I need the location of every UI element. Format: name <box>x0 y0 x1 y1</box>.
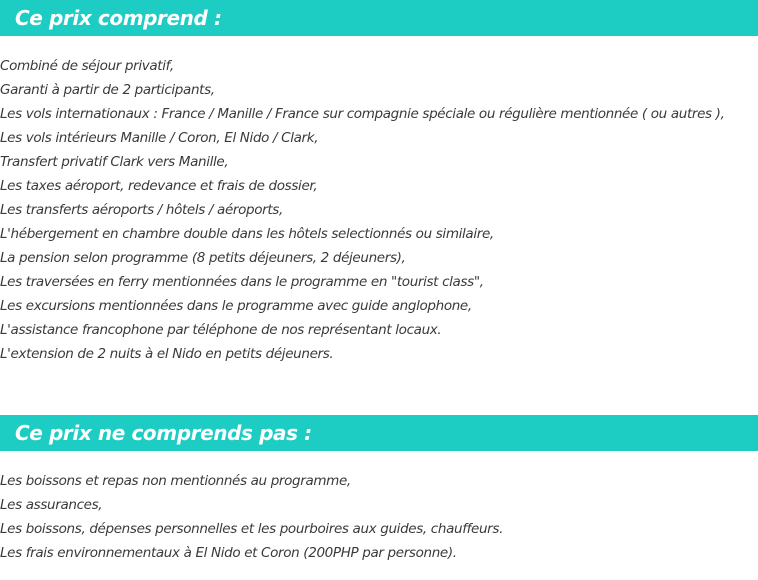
excludes-title: Ce prix ne comprends pas : <box>15 421 312 445</box>
list-item: Les boissons et repas non mentionnés au programme, <box>0 473 351 489</box>
excludes-section-header <box>0 415 758 451</box>
list-item: Les boissons, dépenses personnelles et les pourboires aux guides, chauffeurs. <box>0 521 504 537</box>
list-item: L'assistance francophone par téléphone de nos représentant locaux. <box>0 322 442 338</box>
list-item: Garanti à partir de 2 participants, <box>0 82 215 98</box>
includes-title: Ce prix comprend : <box>15 6 222 30</box>
list-item: Les traversées en ferry mentionnées dans le programme en "tourist class", <box>0 274 484 290</box>
list-item: Les frais environnementaux à El Nido et Coron (200PHP par personne). <box>0 545 457 561</box>
list-item: La pension selon programme (8 petits déjeuners, 2 déjeuners), <box>0 250 406 266</box>
excludes-list <box>0 469 758 565</box>
list-item: Transfert privatif Clark vers Manille, <box>0 154 229 170</box>
list-item: Combiné de séjour privatif, <box>0 58 174 74</box>
list-item: L'extension de 2 nuits à el Nido en petits déjeuners. <box>0 346 334 362</box>
includes-list <box>0 54 758 366</box>
list-item: Les vols internationaux : France / Manille / France sur compagnie spéciale ou régulière mentionnée ( ou autres ), <box>0 106 725 122</box>
list-item: Les taxes aéroport, redevance et frais de dossier, <box>0 178 318 194</box>
includes-section-header <box>0 0 758 36</box>
list-item: L'hébergement en chambre double dans les hôtels selectionnés ou similaire, <box>0 226 494 242</box>
list-item: Les vols intérieurs Manille / Coron, El Nido / Clark, <box>0 130 319 146</box>
list-item: Les assurances, <box>0 497 103 513</box>
list-item: Les transferts aéroports / hôtels / aéroports, <box>0 202 283 218</box>
list-item: Les excursions mentionnées dans le programme avec guide anglophone, <box>0 298 472 314</box>
